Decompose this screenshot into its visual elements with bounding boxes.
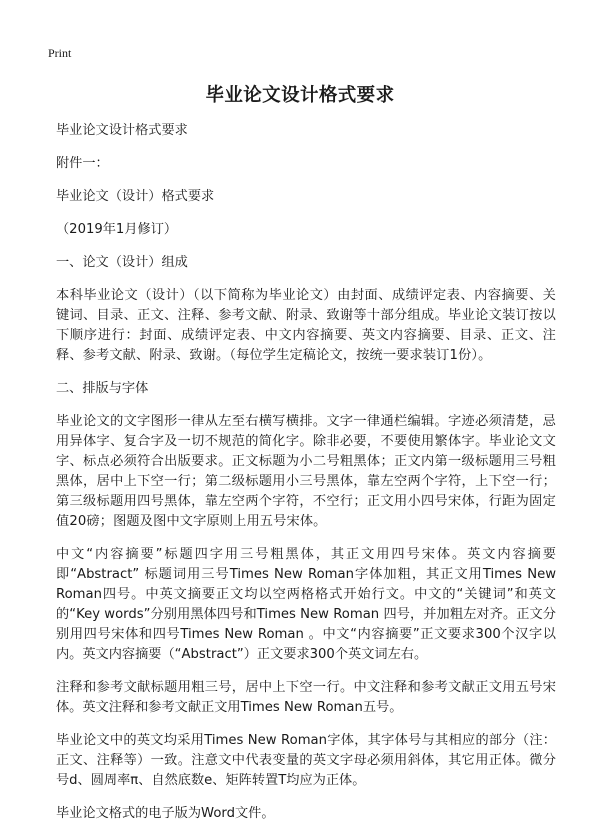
section-1-heading: 一、论文（设计）组成: [56, 255, 188, 270]
attachment-label: 附件一：: [56, 156, 109, 171]
paragraph-electronic: 毕业论文格式的电子版为Word文件。: [56, 806, 275, 821]
section-2-heading: 二、排版与字体: [56, 381, 149, 396]
paragraph-layout: 毕业论文的文字图形一律从左至右横写横排。文字一律通栏编辑。字迹必须清楚，忌用异体字、复合字及一切不规范的简化字。除非必要，不要使用繁体字。毕业论文文字、标点必须符合出版要求。正文标题为小二号粗黑体；正文内第一级标题用三号粗黑体，居中上下空一行；第二级标题用小三号黑体，靠左空两个字符，上下空一行；第三级标题用四号黑体，靠左空两个字符，不空行；正文用小四号宋体，行距为固定值20磅；图题及图中文字原则上用五号宋体。: [56, 414, 556, 529]
paragraph-english: 毕业论文中的英文均采用Times New Roman字体，其字体号与其相应的部分（注：正文、注释等）一致。注意文中代表变量的英文字母必须用斜体，其它用正体。微分号d、圆周率π、自然底数e、矩阵转置T均应为正体。: [56, 733, 556, 788]
doc-subtitle: 毕业论文设计格式要求: [56, 123, 188, 138]
section-heading: 毕业论文（设计）格式要求: [56, 189, 215, 204]
revision-date: （2019年1月修订）: [56, 222, 178, 237]
print-link[interactable]: Print: [48, 46, 72, 60]
paragraph-abstract: 中文“内容摘要”标题四字用三号粗黑体，其正文用四号宋体。英文内容摘要即“Abstract” 标题词用三号Times New Roman字体加粗，其正文用Times New Roman四号。中英文摘要正文均以空两格格式开始行文。中文的“关键词”和英文的“Key words”分别用黑体四号和Times New Roman 四号，并加粗左对齐。正文分别用四号宋体和四号Times New Roman 。中文“内容摘要”正文要求300个汉字以内。英文内容摘要（“Abstract”）正文要求300个英文词左右。: [56, 547, 556, 662]
page-title: 毕业论文设计格式要求: [205, 85, 395, 106]
paragraph-composition: 本科毕业论文（设计）（以下简称为毕业论文）由封面、成绩评定表、内容摘要、关键词、目录、正文、注释、参考文献、附录、致谢等十部分组成。毕业论文装订按以下顺序进行：封面、成绩评定表、中文内容摘要、英文内容摘要、目录、正文、注释、参考文献、附录、致谢。（每位学生定稿论文，按统一要求装订1份）。: [56, 288, 556, 363]
paragraph-notes: 注释和参考文献标题用粗三号，居中上下空一行。中文注释和参考文献正文用五号宋体。英文注释和参考文献正文用Times New Roman五号。: [56, 680, 556, 715]
document-body: [56, 121, 556, 837]
